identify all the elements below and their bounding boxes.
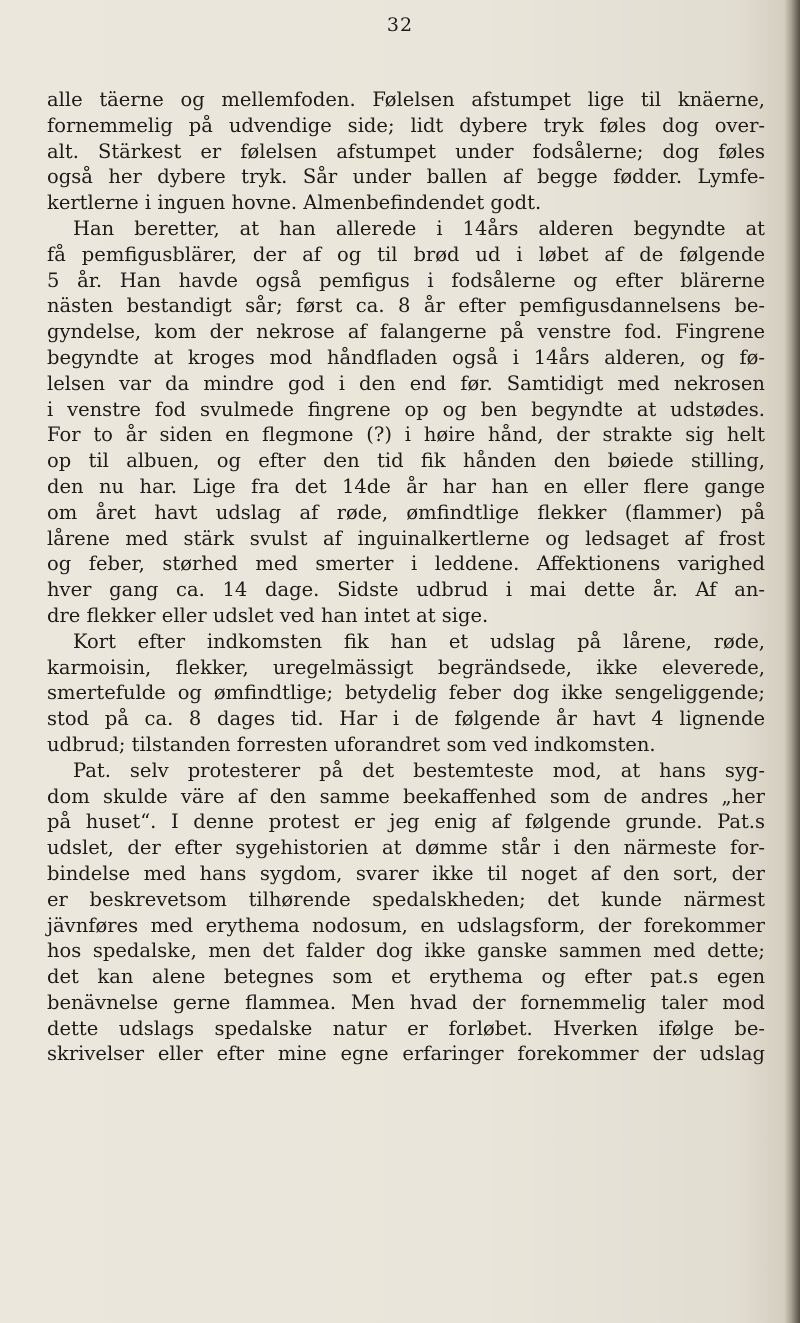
text-line: Han beretter, at han allerede i 14års alderen begyndte at — [73, 216, 765, 240]
text-line: dette udslags spedalske natur er forløbet. Hverken ifølge be- — [47, 1016, 765, 1040]
text-line: udbrud; tilstanden forresten uforandret som ved indkomsten. — [47, 732, 656, 756]
text-line: nästen bestandigt sår; først ca. 8 år efter pemfigusdannelsens be- — [47, 294, 765, 318]
text-line: 5 år. Han havde også pemfigus i fodsålerne og efter blärerne — [47, 268, 765, 292]
text-line: gyndelse, kom der nekrose af falangerne på venstre fod. Fingrene — [47, 320, 765, 344]
text-line: fornemmelig på udvendige side; lidt dybere tryk føles dog over- — [47, 113, 765, 137]
body-text — [47, 87, 765, 1067]
text-line: udslet, der efter sygehistorien at dømme står i den närmeste for- — [47, 836, 765, 860]
text-line: lelsen var da mindre god i den end før. Samtidigt med nekrosen — [47, 371, 765, 395]
text-line: jävnføres med erythema nodosum, en udslagsform, der forekommer — [47, 913, 765, 937]
text-line: Kort efter indkomsten fik han et udslag på lårene, røde, — [73, 629, 765, 653]
text-line: alt. Stärkest er følelsen afstumpet under fodsålerne; dog føles — [47, 139, 765, 163]
text-line: er beskrevetsom tilhørende spedalskheden; det kunde närmest — [47, 887, 765, 911]
text-line: og feber, størhed med smerter i leddene. Affektionens varighed — [47, 552, 765, 576]
page-edge-shadow — [784, 0, 800, 1323]
text-line: op til albuen, og efter den tid fik hånden den bøiede stilling, — [47, 449, 765, 473]
text-line: få pemfigusblärer, der af og til brød ud i løbet af de følgende — [47, 242, 765, 266]
text-line: i venstre fod svulmede fingrene op og ben begyndte at udstødes. — [47, 397, 765, 421]
text-line: alle täerne og mellemfoden. Følelsen afstumpet lige til knäerne, — [47, 88, 765, 111]
text-line: dom skulde väre af den samme beekaffenhed som de andres „her — [47, 784, 765, 808]
text-line: den nu har. Lige fra det 14de år har han en eller flere gange — [47, 474, 765, 498]
text-line: også her dybere tryk. Sår under ballen af begge fødder. Lymfe- — [47, 165, 765, 189]
page-number: 32 — [386, 14, 414, 36]
text-line: bindelse med hans sygdom, svarer ikke til noget af den sort, der — [47, 861, 765, 885]
text-line: lårene med stärk svulst af inguinalkertlerne og ledsaget af frost — [47, 526, 765, 550]
text-line: benävnelse gerne flammea. Men hvad der fornemmelig taler mod — [47, 990, 765, 1014]
text-line: skrivelser eller efter mine egne erfaringer forekommer der udslag — [47, 1042, 765, 1066]
text-line: dre flekker eller udslet ved han intet at sige. — [47, 603, 489, 627]
text-line: stod på ca. 8 dages tid. Har i de følgende år havt 4 lignende — [47, 707, 765, 731]
text-line: hos spedalske, men det falder dog ikke ganske sammen med dette; — [47, 939, 765, 963]
text-line: det kan alene betegnes som et erythema og efter pat.s egen — [47, 965, 765, 989]
text-line: For to år siden en flegmone (?) i høire hånd, der strakte sig helt — [47, 423, 765, 447]
text-line: på huset“. I denne protest er jeg enig af følgende grunde. Pat.s — [47, 810, 765, 834]
text-line: om året havt udslag af røde, ømfindtlige flekker (flammer) på — [47, 500, 765, 524]
text-line: smertefulde og ømfindtlige; betydelig feber dog ikke sengeliggende; — [47, 681, 765, 705]
text-line: kertlerne i inguen hovne. Almenbefindendet godt. — [47, 191, 542, 215]
text-line: Pat. selv protesterer på det bestemteste mod, at hans syg- — [73, 758, 765, 782]
text-line: begyndte at kroges mod håndfladen også i 14års alderen, og fø- — [47, 345, 765, 369]
text-line: karmoisin, flekker, uregelmässigt begrändsede, ikke eleverede, — [47, 655, 765, 679]
text-line: hver gang ca. 14 dage. Sidste udbrud i mai dette år. Af an- — [47, 578, 765, 602]
